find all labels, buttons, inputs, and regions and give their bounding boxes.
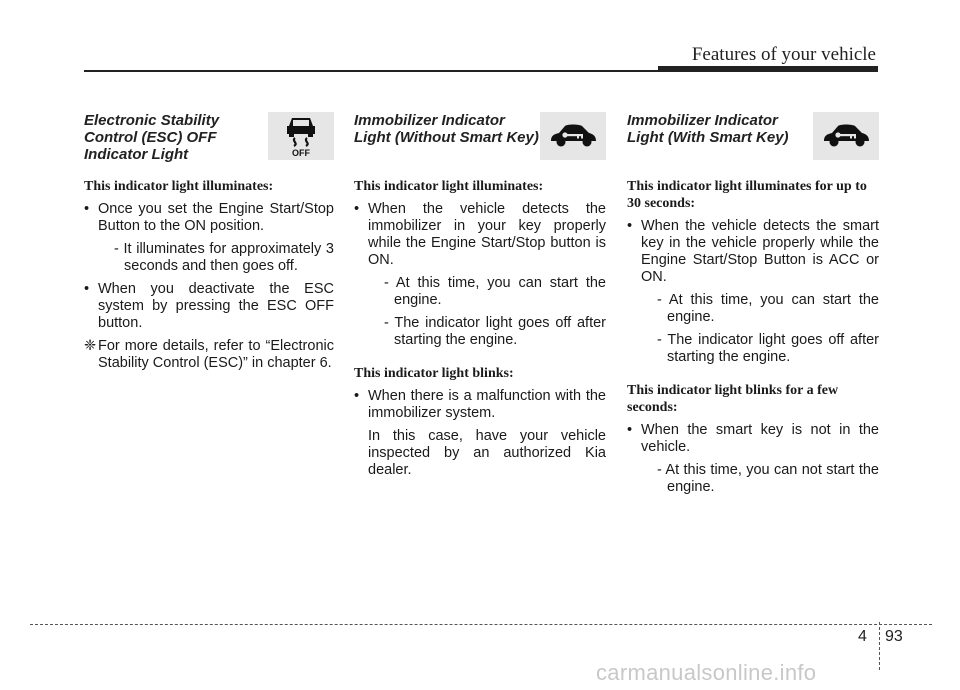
note: ❈ For more details, refer to “Electronic Stability Control (ESC)” in chapter 6. bbox=[84, 338, 334, 371]
section-heading: Immobilizer Indicator Light (Without Smart Key) bbox=[354, 112, 539, 146]
header-title: Features of your vehicle bbox=[691, 44, 876, 65]
column-esc-off bbox=[84, 112, 334, 378]
note-mark-icon: ❈ bbox=[84, 338, 97, 354]
watermark: carmanualsonline.info bbox=[596, 660, 817, 685]
sub-item: - The indicator light goes off after starting the engine. bbox=[657, 332, 879, 365]
immobilizer-car-icon bbox=[540, 112, 606, 160]
sub-item: - It illuminates for approximately 3 seconds and then goes off. bbox=[114, 241, 334, 274]
lead-text: This indicator light illuminates for up to 30 seconds: bbox=[627, 179, 867, 211]
immobilizer-car-icon bbox=[813, 112, 879, 160]
section-heading: Electronic Stability Control (ESC) OFF Indicator Light bbox=[84, 112, 220, 163]
column-immobilizer-smart-key bbox=[627, 112, 879, 502]
header-rule-accent bbox=[658, 66, 878, 72]
list-item: • When you deactivate the ESC system by pressing the ESC OFF button. bbox=[84, 281, 334, 332]
esc-off-icon bbox=[268, 112, 334, 160]
page-number: 93 bbox=[885, 628, 903, 645]
sub-item: - The indicator light goes off after starting the engine. bbox=[384, 315, 606, 348]
esc-off-icon-label: OFF bbox=[292, 148, 310, 158]
paragraph: In this case, have your vehicle inspected by an authorized Kia dealer. bbox=[368, 428, 606, 478]
sub-item: - At this time, you can start the engine. bbox=[657, 292, 879, 325]
list-item: • When the smart key is not in the vehicle. bbox=[627, 422, 879, 456]
lead-text: This indicator light illuminates: bbox=[354, 179, 544, 194]
sub-item: - At this time, you can not start the engine. bbox=[657, 462, 879, 495]
footer-rule bbox=[30, 624, 932, 625]
section-heading: Immobilizer Indicator Light (With Smart Key) bbox=[627, 112, 789, 146]
list-item: • When there is a malfunction with the immobilizer system. bbox=[354, 388, 606, 422]
column-immobilizer-no-smart-key bbox=[354, 112, 606, 485]
footer-separator bbox=[879, 622, 880, 670]
list-item: • Once you set the Engine Start/Stop Button to the ON position. bbox=[84, 201, 334, 235]
list-item: • When the vehicle detects the immobilizer in your key properly while the Engine Start/Stop button is ON. bbox=[354, 201, 606, 269]
chapter-number: 4 bbox=[858, 628, 867, 645]
lead-text: This indicator light blinks for a few seconds: bbox=[627, 383, 839, 415]
lead-text: This indicator light blinks: bbox=[354, 366, 514, 381]
sub-item: - At this time, you can start the engine. bbox=[384, 275, 606, 308]
lead-text: This indicator light illuminates: bbox=[84, 179, 274, 194]
list-item: • When the vehicle detects the smart key in the vehicle properly while the Engine Start/Stop Button is ACC or ON. bbox=[627, 218, 879, 286]
